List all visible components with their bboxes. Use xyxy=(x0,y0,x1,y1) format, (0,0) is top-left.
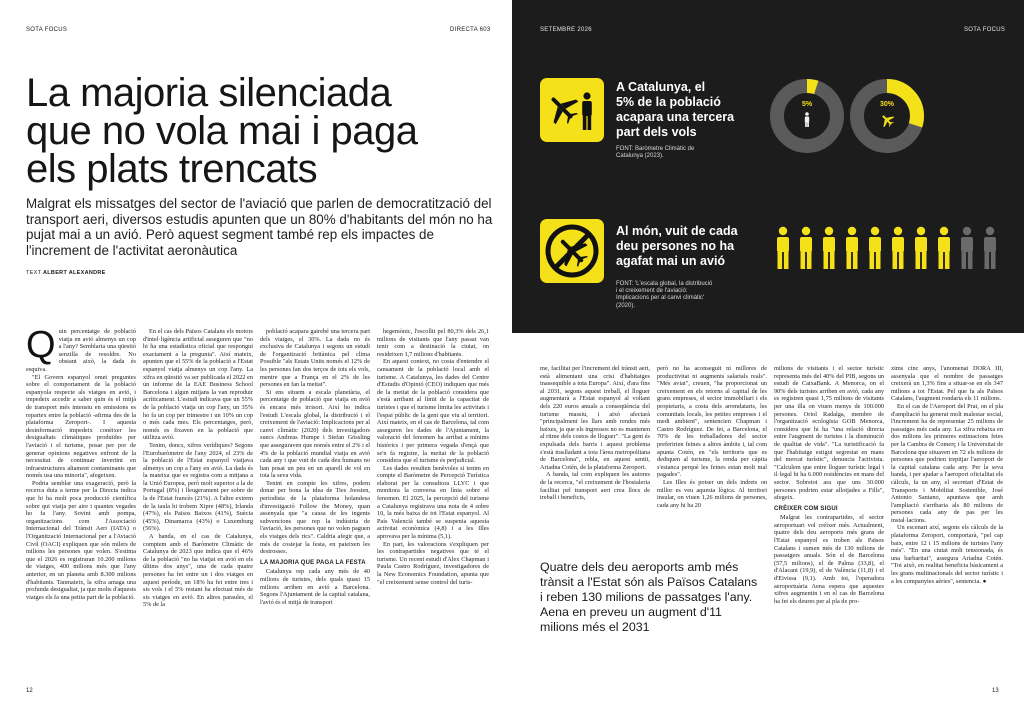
body-column-6 xyxy=(657,365,767,547)
paragraph: Catalunya rep cada any més de 40 milions de turistes, dels quals quasi 15 milions arriben en avió a Barcelona. Segons l'Ajuntament de la capital catalana, l'avió és el mitjà de transport xyxy=(260,568,370,606)
person-icon-muted xyxy=(961,227,973,269)
person-icon-highlighted xyxy=(915,227,927,269)
source-line: FONT: Baròmetre Climàtic de xyxy=(616,146,695,152)
pull-quote: Quatre dels deu aeroports amb més trànsit a l'Estat són als Països Catalans i reben 130 milions de passatges l'any. Aena en preveu un augment d'11 milions més el 2031 xyxy=(540,560,758,634)
body-column-5 xyxy=(540,365,650,547)
paragraph: Un escenari així, segons els càlculs de la plataforma Zeroport, comportarà, "pel cap baix, entre 12 i 15 milions de turistes l'any més". "En una ciutat molt tensionada, és una barbaritat", assegura Ariadna Cotén. "Tot això, en realitat beneficia bàsicament a les grans multinacionals del sector turístic i a les companyies aèries", sentencia. ● xyxy=(891,524,1003,585)
paragraph: Les Illes és potser un dels indrets on millor es veu aquesta lògica. Al territori insular, on viuen 1,26 milions de persones, cada any hi ha 20 xyxy=(657,478,767,509)
source-line: Implicacions per al canvi climàtic' xyxy=(616,295,705,302)
airplane-and-person-icon-graphic xyxy=(540,78,604,142)
headline xyxy=(26,71,486,191)
source-line: FONT: 'L'escala global, la distribució xyxy=(616,281,713,287)
lead-paragraph xyxy=(26,328,136,374)
infographic-1-title-line: 5% de la població xyxy=(616,95,721,109)
paragraph: A banda, tal com expliquen les autores de la recerca, "el creixement de l'hostaleria facilitat pel transport aeri crea llocs de treball i beneficis, xyxy=(540,471,650,502)
infographic-1-title-line: part dels vols xyxy=(616,125,697,139)
donut-small xyxy=(777,86,837,146)
page-number: 13 xyxy=(992,688,999,694)
headline-line: els plats trencats xyxy=(26,147,318,191)
person-icon-highlighted xyxy=(800,227,812,269)
infographic-2-title-line: Al món, vuit de cada xyxy=(616,224,738,238)
headline-line: La majoria silenciada xyxy=(26,71,392,115)
person-icon-highlighted xyxy=(823,227,835,269)
paragraph: "El Govern espanyol omet preguntes sobre el comportament de la població espanyola respecte als viatges en avió, i impedeix accedir a saber quin és el mitjà de transport més intensiu en emissions es repartex entre la població -afirma des de la plataforma Zeroport-. I aquesta desinformació impedeix conèixer les desigualtats climàtiques produïdes per l'aviació i el turisme, posar per por de generar opinions negatives enfront de la necessitat de continuar invertint en infraestructures altament contaminants que només usa una minoria", afegeixen. xyxy=(26,373,136,480)
infographic-band xyxy=(512,0,1024,333)
paragraph: Tenim, doncs, xifres verídiques? Segons l'Eurobaròmetre de l'any 2024, el 23% de la població de l'Estat espanyol viatjava almenys un cop a l'any en avió. La dada és la mateixa que es registra com a mitjana a la Unió Europea, però molt superior a la de Portugal (8%) i lleugerament per sobre de la de l'Estat francès (21%). A l'altre extrem de la taula hi trobem Xipre (48%), Irlanda (47%), els Països Baixos (41%), Suècia (45%), Dinamarca (43%) o Luxemburg (56%). xyxy=(143,441,253,533)
paragraph: Podria semblar una exageració, però la recerca duta a terme per la Directa indica que hi ha molt poca producció científica sobre qui viatja per aire i quantes vegades ho fa l'any. Sovint amb pompa, organitzacions com l'Associació Internacional del Trànsit Aeri (IATA) o l'Organització Internacional per a l'Aviació Civil (OACI) expliquen que són milers de milions les persones que volen. S'estima que el 2026 es registraran 10.200 milions de viatges, 400 milions més que l'any anterior, en un planeta amb 8.300 milions d'habitants. Tanmateix, la xifra amaga una profunda desigualtat, ja que molts d'aquests viatges els fa una petita part de la població. xyxy=(26,479,136,601)
airplane-icon xyxy=(878,111,897,130)
lead-text: uin percentatge de població viatja en avió almenys un cop a l'any? Semblaria una qüestió senzilla de resoldre. No obstant això, la dada és esquiva. xyxy=(26,328,136,373)
person-icon xyxy=(805,112,809,127)
person-icon-highlighted xyxy=(777,227,789,269)
infographic-1-source xyxy=(616,146,766,160)
right-page xyxy=(512,0,1024,721)
donut-large-label: 30% xyxy=(879,101,895,108)
running-head-date: SETEMBRE 2026 xyxy=(540,27,592,33)
byline-name: ALBERT ALEXANDRE xyxy=(43,270,106,276)
body-column-1 xyxy=(26,328,136,690)
paragraph: Malgrat les contrapartides, el sector aeroportuari vol créixer més. Actualment, quatre dels deu aeroports més grans de l'Estat espanyol es troben als Països Catalans i sumen més de 130 milions de passatgers anuals. Són el de Barcelona (57,5 milions), el de Palma (33,8), el d'Alacant (19,9), el de València (11,8) i el d'Eivissa (9,1). Amb tot, l'operadora aeroportuària Aena espera que aquestes xifres augmentin i en el cas de Barcelona ha fet els deures per al pla de pro- xyxy=(774,514,884,605)
no-airplane-icon xyxy=(540,219,604,283)
donut-charts xyxy=(767,76,927,156)
infographic-1-title-line: A Catalunya, el xyxy=(616,80,706,94)
body-column-2 xyxy=(143,328,253,690)
byline xyxy=(26,270,106,276)
paragraph: En el cas dels Països Catalans els motors d'intel·ligència artificial asseguren que "no hi ha una estadística oficial que respongui exactament a la pregunta". Així mateix, apunten que el 55% de la població a l'Estat espanyol viatja almenys un cop l'any. La xifra en qüestió va ser publicada el 2022 en un informe de la EAE Business School Barcelona i algun mitjans la van reproduir acríticament. L'estudi indicava que un 55% de la població viatja un cop l'any, un 35% ho fa un cop per trimestre i un 10% un cop o més cada mes. Els percentatges, però, només es fixaven en la població que utilitza avió. xyxy=(143,328,253,442)
paragraph: En aquest context, no costa d'entendre el cansament de la població local amb el turisme. A Catalunya, les dades del Centre d'Estudis d'Opinió (CEO) indiquen que més de la meitat de la població considera que s'està arribant al límit de la capacitat de turistes i que el turisme limita les activitats i l'espai públic de la gent que viu al territori. Així mateix, en el cas de Barcelona, tal com asseguren les dades de l'Ajuntament, la valoració del fenomen ha arribat a mínims històrics i per primera vegada d'ençà que se'n fa registre, la meitat de la població considera que el turisme és perjudicial. xyxy=(377,358,489,465)
body-column-4 xyxy=(377,328,489,690)
person-icon-highlighted xyxy=(938,227,950,269)
paragraph: xims cinc anys, l'anomenat DORA III, assenyala que el nombre de passatges creixerà un 1,3% fins a situar-se en els 347 milions a tot l'Estat. Pel que fa als Països Catalans, l'augment rondaria els 11 milions. xyxy=(891,365,1003,403)
standfirst: Malgrat els missatges del sector de l'aviació que parlen de democratització del transport aeri, diversos estudis apunten que un 80% d'habitants del món no ha pujat mai a un avió. Però aquest segment també rep els impactes de l'increment de l'activitat aeronàutica xyxy=(26,196,493,258)
paragraph: però no ha aconseguit ni millores de productivitat ni augments salarials reals". "Més aviat", creuen, "ha proporcionat un creixement en els retorns al capital de les grans empreses, el sector immobiliari i els propietaris, a costa dels arrendataris, les comunitats locals, les petites empreses i el medi ambient", sentencien Chapman i Castro Rodríguez. De fet, a Barcelona, el 70% de les treballadores del sector preferirien feines a altres àmbits i, tal com apunta Cotén, en "els territoris que es dediquen al turisme, la renda per càpita s'estanca perquè les feines estan molt mal pagades". xyxy=(657,365,767,479)
no-airplane-icon-graphic xyxy=(540,219,604,283)
people-pictogram xyxy=(774,226,1004,270)
infographic-2-source xyxy=(616,281,766,310)
person-icon-muted xyxy=(984,227,996,269)
section-label: DIRECTA 603 xyxy=(450,27,491,33)
source-line: (2020). xyxy=(616,302,636,309)
source-line: i el creixement de l'aviació: xyxy=(616,288,688,295)
paragraph: Tenint en compte les xifres, podem donar per bona la idea de Ties Joosten, periodista de la plataforma holandesa d'investigació Follow the Money, quan assenyala que "a causa de les ingents subvencions que rep la indústria de l'aviació, les persones que no volen paguen els viatges dels rics". Caldria afegir que, a més de costejar la festa, en pateixen les destrosses. xyxy=(260,479,370,556)
airplane-and-person-icon xyxy=(540,78,604,142)
paragraph: En el cas de l'Aeroport del Prat, on el pla d'ampliació ha generat molt malestar social, l'increment ha de representar 25 milions de passatges més cada any. La xifra rebaixa en dos milions les primeres estimacions fetes per la Cambra de Comerç i la Universitat de Barcelona que situaven en 72 els milions de persones que podrien trepitjar l'aeroport de la capital catalana cada any. Per la seva banda, i per ajudar a l'aeroport oficialitat els càlculs, fa un any, el secretari d'Estat de Transports i Mobilitat Sostenible, José Antonio Santano, apuntava que amb l'ampliació s'arribaria als 80 milions de persones cada any de pas per les instal·lacions. xyxy=(891,402,1003,524)
subheading: CRÈIXER COM SIGUI xyxy=(774,505,838,512)
byline-label: TEXT xyxy=(26,270,42,276)
infographic-2-title-line: agafat mai un avió xyxy=(616,254,726,268)
body-column-3 xyxy=(260,328,370,690)
infographic-2-title-line: deu persones no ha xyxy=(616,239,735,253)
donut-large xyxy=(857,86,917,146)
infographic-1-title-line: acapara una tercera xyxy=(616,110,735,124)
running-head-section: SOTA FOCUS xyxy=(964,27,1006,33)
donut-small-label: 5% xyxy=(801,101,813,108)
person-icon-highlighted xyxy=(846,227,858,269)
paragraph: En part, les valoracions s'expliquen per les contrapartides negatives que té el turisme. Un recent estudi d'Alex Chapman i Paula Castro Rodríguez, investigadores de la New Economics Foundation, apunta que "el creixement sense control del turis- xyxy=(377,540,489,586)
person-icon-highlighted xyxy=(869,227,881,269)
paragraph: Si ens situem a escala planetària, el percentatge de població que viatja en avió és encara més irrisori. Així ho indica l'estudi L'escala global, la distribució i el creixement de l'aviació: Implicacions per al canvi climàtic (2020) dels investigadors suecs Andreas Humpe i Stefan Gössling que asseguraven que només entre el 2% i el 4% de la població mundial viatja en avió cada any i que vuit de cada deu humans no han posat un peu en un aparell de vol en tota la seva vida. xyxy=(260,388,370,480)
paragraph: milions de visitants i el sector turístic representa més del 40% del PIB, segons un estudi de CaixaBank. A Menorca, on el 90% dels turistes arriben en avió, cada any es registren quasi 1,75 milions de visitants per una illa on viuen menys de 100.000 persones. Oriol Radalga, membre de l'organització ecologista GOB Menorca, considera que hi ha "una relació directa entre l'augment de turistes i la disminució de qualitat de vida". "La turistificació fa que l'habitatge estigui segrestat en mans del mercat turístic", denuncia l'activista. "Calculem que entre lloguer turístic legal i il·legal hi ha 6.000 residències en mans del sector. Sobretot ara que uns 30.000 persones podrien estar allotjades a Fills", afegeix. xyxy=(774,365,884,502)
body-column-7 xyxy=(774,365,884,695)
paragraph: A banda, en el cas de Catalunya, comptem amb el Baròmetre Climàtic de Catalunya de 2023 que indica que el 46% de la població "no ha viatjat en avió en els últims dos anys", una de cada quatre persones ha fet entre un i dos viatges en aquest període, un 18% ha fet entre tres i sis vols i el 5% restant ha efectuat més de sis viatges en avió. En altres paraules, el 5% de la xyxy=(143,533,253,609)
paragraph: hegemònic, l'escollit pel 80,3% dels 26,1 milions de visitants que l'any passat van tenir com a destinació la ciutat, on resideixen 1,7 milions d'habitants. xyxy=(377,328,489,358)
headline-line: que no vola mai i paga xyxy=(26,109,418,153)
paragraph: població acapara gairebé una tercera part dels viatges, el 30%. La dada no és exclusiva de Catalunya i segons un estudi de l'organització britànica pel clima Possible "als Estats Units només el 12% de les persones fan dos terços de tots els vols, mentre que a França en el 2% de les persones en fan la meitat". xyxy=(260,328,370,389)
infographic-1-title xyxy=(616,80,766,140)
body-column-8 xyxy=(891,365,1003,695)
page-number: 12 xyxy=(26,688,33,694)
person-icon-highlighted xyxy=(892,227,904,269)
subheading: LA MAJORIA QUE PAGA LA FESTA xyxy=(260,559,366,566)
paragraph: me, facilitat per l'increment del trànsit aeri, està alimentant una crisi d'habitatges inassequible a tota Europa". Així, d'ara fins al 2031, segons aquest treball, el lloguer augmentarà a l'Estat espanyol al voltant dels 220 euros anuals a conseqüència del turisme massiu, i això afectarà "principalment les llars amb rendes més baixes, ja que els ingressos no es mantenen al ritme dels costos de lloguer". "La gent és expulsada dels barris i aquest problema s'està traslladant a tota l'àrea metropolitana de Barcelona", rebla, en aquest sentit, Ariadna Cotén, de la plataforma Zeroport. xyxy=(540,365,650,471)
paragraph: Les dades resulten benèvoles si tenim en compte el Baròmetre de Percepció Turística elaborat per la consultora LLYC i que monitora la conversa en línia sobre el fenomen. El 2025, la percepció del turisme a Catalunya registrava una nota de 4 sobre 10, la més baixa de tot l'Estat espanyol. Al País Valencià també se suspenia aquesta activitat econòmica (4,8) i a les Illes aprovava per la mínima (5,1). xyxy=(377,464,489,541)
dropcap: Q xyxy=(26,328,56,366)
running-head: SOTA FOCUS xyxy=(26,27,68,33)
source-line: Catalunya (2023). xyxy=(616,153,664,160)
infographic-2-title xyxy=(616,224,766,269)
